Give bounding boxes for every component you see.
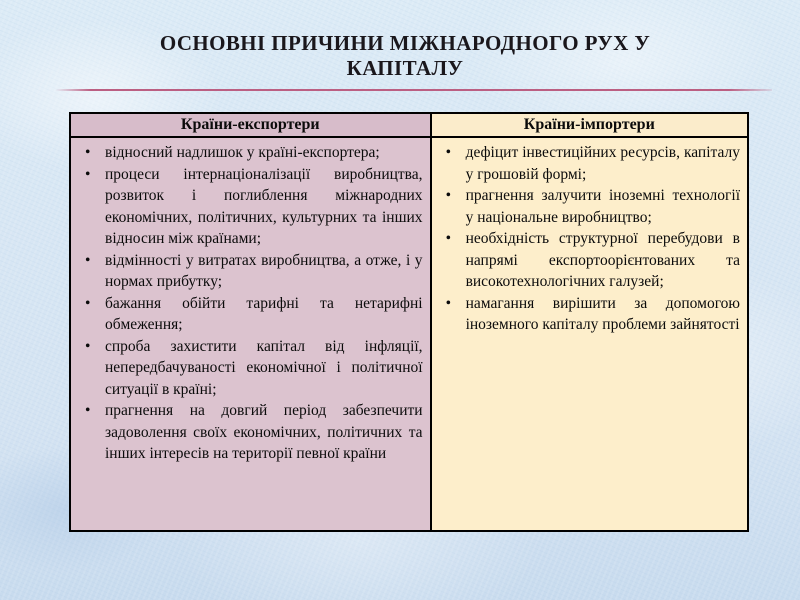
table-body-row [70,137,748,531]
list-item: • прагнення залучити іноземні технології у національне виробництво; [432,185,740,228]
exporters-header-cell: Країни-експортери [70,113,431,137]
table-header-row [70,113,748,137]
list-item: • відмінності у витратах виробництва, а отже, і у нормах прибутку; [71,250,423,293]
page-title-line-2: КАПІТАЛУ [346,56,464,80]
list-item: • дефіцит інвестиційних ресурсів, капіталу у грошовій формі; [432,142,740,185]
comparison-table [69,112,749,532]
list-item: • намагання вирішити за допомогою іноземного капіталу проблеми зайнятості [432,293,740,336]
importers-cell [431,137,748,531]
title-divider-line [55,89,772,91]
list-item: • бажання обійти тарифні та нетарифні обмеження; [71,293,423,336]
list-item: • спроба захистити капітал від інфляції, непередбачуваності економічної і політичної ситуації в країні; [71,336,423,401]
exporters-cell [70,137,431,531]
importers-list [432,142,747,336]
list-item: • необхідність структурної перебудови в напрямі експортоорієнтованих та високотехнологічних галузей; [432,228,740,293]
exporters-list [71,142,430,465]
page-title [0,31,800,81]
importers-header-cell: Країни-імпортери [431,113,748,137]
page-title-line-1: ОСНОВНІ ПРИЧИНИ МІЖНАРОДНОГО РУХ У [159,31,651,55]
list-item: • відносний надлишок у країні-експортера; [71,142,423,164]
list-item: • прагнення на довгий період забезпечити задоволення своїх економічних, політичних та інших інтересів на території певної країни [71,400,423,465]
list-item: • процеси інтернаціоналізації виробництва, розвиток і поглиблення міжнародних економічних, політичних, культурних та інших відносин між країнами; [71,164,423,250]
